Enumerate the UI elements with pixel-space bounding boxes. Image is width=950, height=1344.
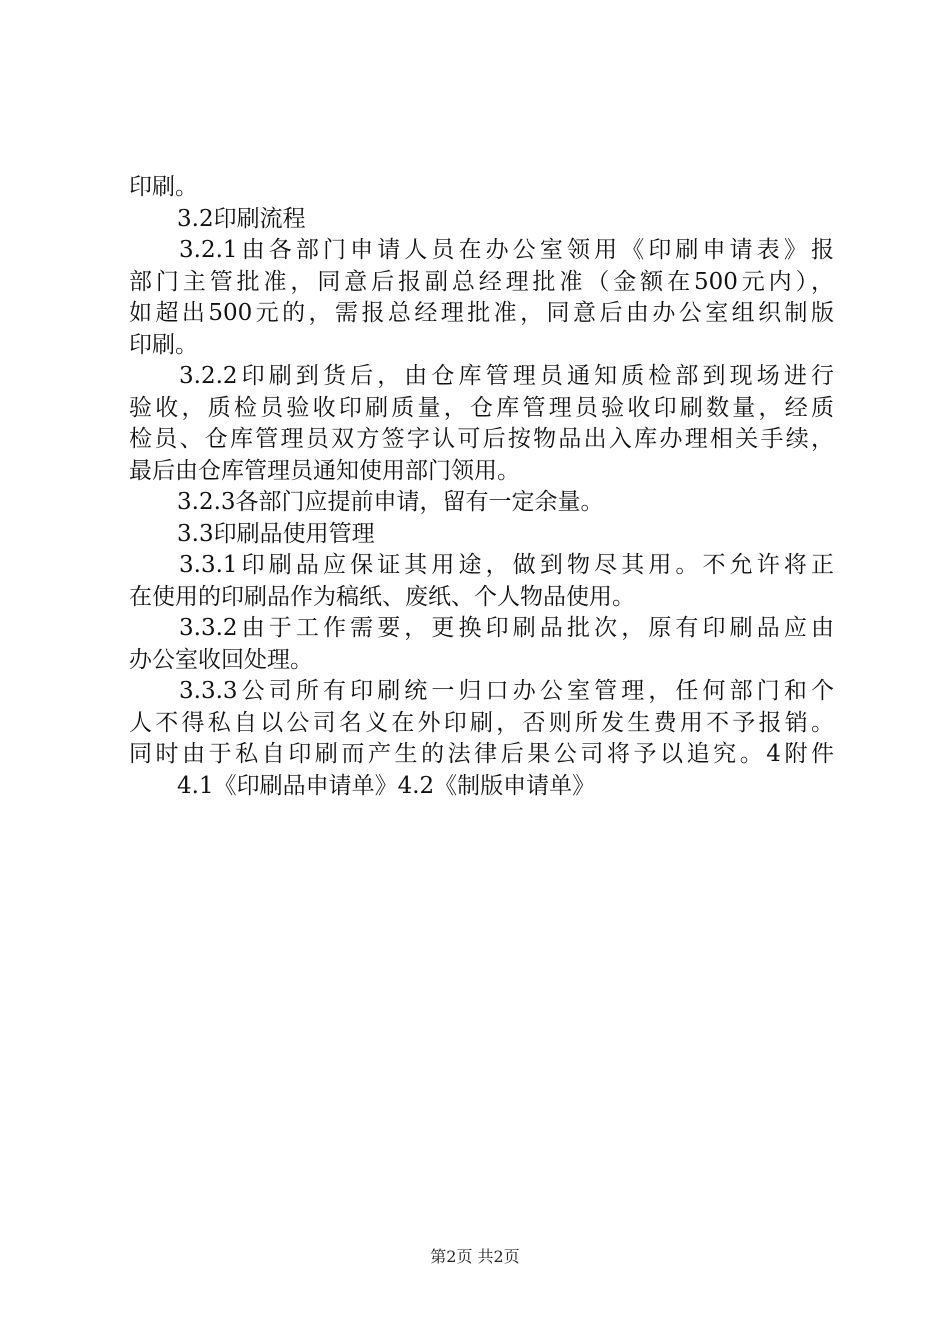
section-heading: 3.3印刷品使用管理 — [177, 520, 375, 547]
body-line: 人不得私自以公司名义在外印刷，否则所发生费用不予报销。 — [129, 709, 834, 736]
body-line: 验收，质检员验收印刷质量，仓库管理员验收印刷数量，经质 — [129, 394, 834, 421]
body-line: 3.2.1由各部门申请人员在办公室领用《印刷申请表》报 — [179, 237, 834, 263]
body-line: 3.3.3公司所有印刷统一归口办公室管理，任何部门和个 — [179, 678, 834, 704]
body-line: 印刷。 — [129, 331, 198, 358]
section-heading: 3.2印刷流程 — [177, 205, 306, 232]
body-line: 部门主管批准，同意后报副总经理批准（金额在500元内）， — [129, 268, 834, 295]
body-line: 最后由仓库管理员通知使用部门领用。 — [129, 457, 520, 484]
attachment-line: 4.1《印刷品申请单》4.2《制版申请单》 — [177, 772, 596, 799]
body-line: 3.3.1印刷品应保证其用途，做到物尽其用。不允许将正 — [179, 552, 834, 578]
body-line: 3.3.2由于工作需要，更换印刷品批次，原有印刷品应由 — [179, 615, 834, 641]
body-line: 3.2.2印刷到货后，由仓库管理员通知质检部到现场进行 — [179, 363, 834, 389]
document-body — [129, 172, 834, 802]
body-line: 印刷。 — [129, 174, 198, 200]
body-line: 同时由于私自印刷而产生的法律后果公司将予以追究。4附件 — [129, 741, 834, 767]
body-line: 检员、仓库管理员双方签字认可后按物品出入库办理相关手续， — [129, 426, 834, 452]
body-line: 办公室收回处理。 — [129, 646, 313, 673]
body-line: 如超出500元的，需报总经理批准，同意后由办公室组织制版 — [129, 300, 834, 326]
body-line: 在使用的印刷品作为稿纸、废纸、个人物品使用。 — [129, 583, 635, 610]
body-line: 3.2.3各部门应提前申请，留有一定余量。 — [177, 489, 604, 515]
page-number-footer: 第2页 共2页 — [430, 1247, 520, 1266]
